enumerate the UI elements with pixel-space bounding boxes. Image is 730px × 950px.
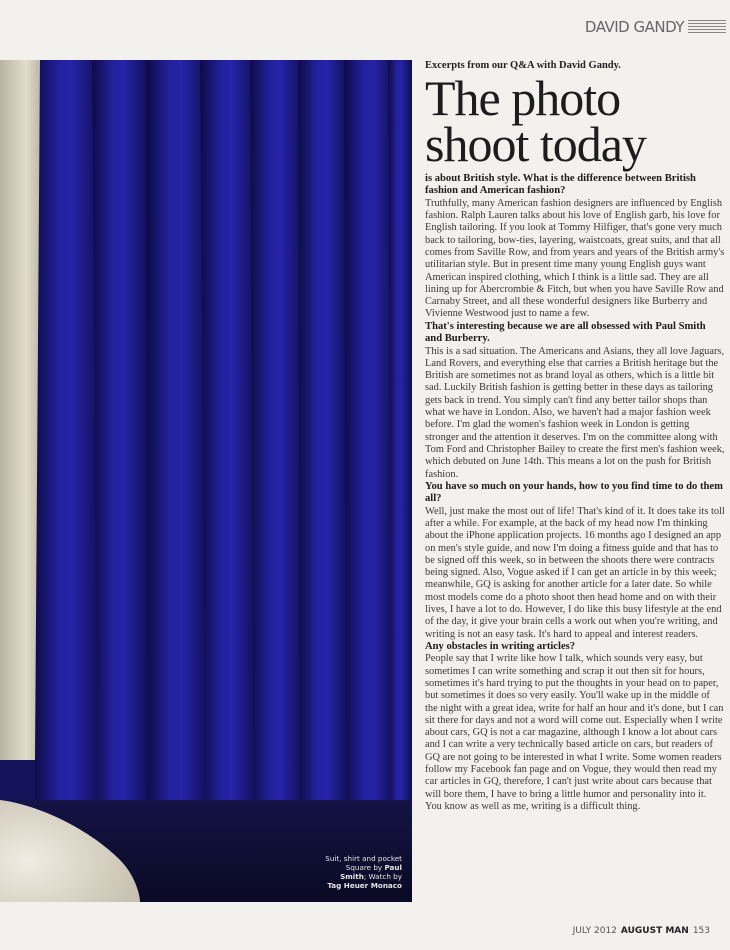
article-kicker: Excerpts from our Q&A with David Gandy.: [425, 60, 621, 71]
caption-line-3-suffix: ; Watch by: [363, 872, 402, 881]
article-column: [425, 60, 725, 813]
caption-line-1: Suit, shirt and pocket: [325, 854, 402, 863]
answer-1: Truthfully, many American fashion designers are influenced by English fashion. Ralph Lauren talks about his love of English garb, his love for English tailoring. If you look at Tommy Hilfiger, that's gone very much back to tailoring, bow-ties, layering, waistcoats, great suits, and that all comes from Saville Row, and from years and years of the British army's utilitarian style. But in present time many young English guys want American inspired clothing, which I think is a little sad. They are all lining up for Abercrombie & Fitch, but when you have Saville Row and Carnaby Street, and all these wonderful designers like Burberry and Vivienne Westwood just to name a few.: [425, 197, 725, 320]
section-header: [585, 18, 726, 36]
photo-caption: [292, 854, 402, 890]
question-1: is about British style. What is the difference between British fashion and American fashion?: [425, 173, 696, 197]
caption-line-3: [292, 872, 402, 881]
caption-brand-2: Tag Heuer Monaco: [327, 881, 402, 890]
page-number: 153: [692, 926, 710, 936]
article-headline: [425, 70, 725, 172]
header-rule-lines: [688, 20, 726, 34]
footer-date: JULY 2012: [572, 926, 617, 936]
caption-line-2: [292, 863, 402, 872]
curtain-image: [0, 60, 412, 902]
headline-line-1: The photo: [425, 70, 621, 126]
section-name: DAVID GANDY: [584, 18, 684, 36]
headline-line-2: shoot today: [425, 116, 646, 172]
answer-2: This is a sad situation. The Americans and Asians, they all love Jaguars, Land Rovers, and everything else that carries a British heritage but the British are sometimes not as brand loyal as others, which is a little bit sad. Luckily British fashion is getting better in these days as tailoring gets back in trend. You simply can't find any better tailor shops than what we have in London. Also, we haven't had a major fashion week before. I'm glad the women's fashion week in London is getting stronger and the attention it deserves. I'm on the committee along with Tom Ford and Christopher Bailey to create the first men's fashion week, which debuted on June 14th. This means a lot on the push for British fashion.: [425, 345, 725, 480]
page-footer: [573, 926, 710, 936]
footer-magazine: AUGUST MAN: [620, 926, 689, 936]
caption-line-4: [292, 881, 402, 890]
answer-4: People say that I write like how I talk, which sounds very easy, but sometimes I can write something and scrap it out then sit for hours, sometimes it's hard trying to put the thoughts in your head on to paper, but sometimes it does so very easily. You'll wake up in the middle of the night with a great idea, write for half an hour and it's done, but I can sit there for days and not a word will come out. Especially when I write about cars, GQ is not a car magazine, although I know a lot about cars and I can write a very technically based article on cars, but readers of GQ are not going to be interested in what I write. Some women readers follow my Facebook fan page and on Vogue, they would then read my car articles in GQ, therefore, I can't just write about cars because that will bore them, I have to bring a little humor and personality into it. You know as well as me, writing is a difficult thing.: [425, 653, 724, 812]
caption-line-2-prefix: Square by: [345, 863, 385, 872]
question-4: Any obstacles in writing articles?: [425, 640, 576, 652]
question-2: That's interesting because we are all obsessed with Paul Smith and Burberry.: [425, 320, 706, 345]
caption-brand-1: Paul: [384, 863, 402, 872]
caption-line-3-brand: Smith: [340, 872, 364, 881]
question-3: You have so much on your hands, how to you find time to do them all?: [425, 480, 723, 505]
answer-3: Well, just make the most out of life! That's kind of it. It does take its toll after a while. For example, at the back of my head now I'm thinking about the iPhone application projects. 16 months ago I designed an app on men's style guide, and now I'm doing a fitness guide and that has to be signed off this week, so in between the shoots there were contracts being signed. Also, Vogue asked if I can get an article in by this week; meanwhile, GQ is asking for another article for a later date. So while most models come do a photo shoot then head home and on with their lives, I have a lot to do. However, I do like this busy lifestyle at the end of the day, it give your brain cells a work out when you're writing, and writing is not an easy task. It's hard to appeal and interest readers.: [425, 505, 725, 640]
curtain-photo: [0, 60, 412, 902]
